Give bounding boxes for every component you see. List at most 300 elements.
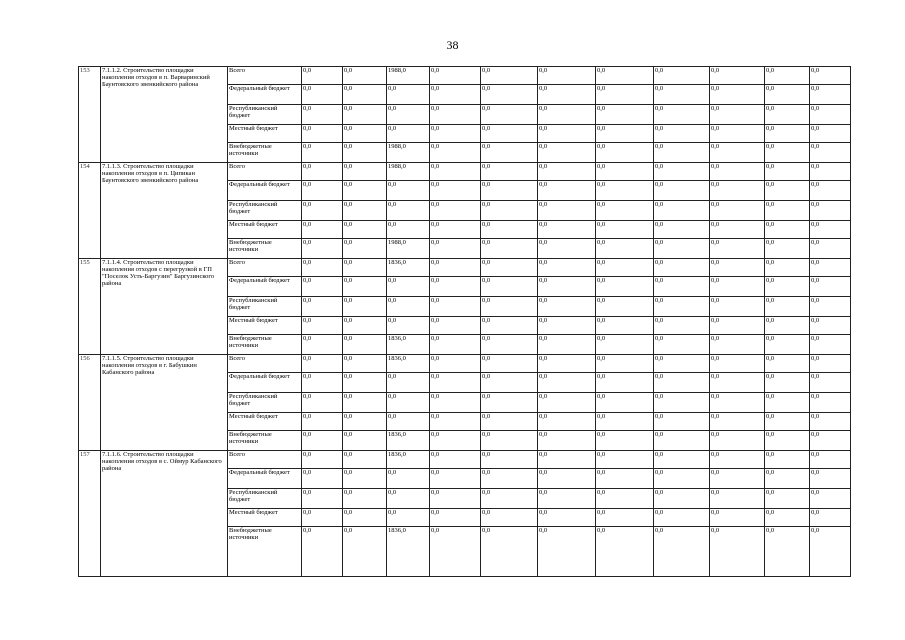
value-cell: 0,0 — [538, 277, 596, 297]
value-cell: 0,0 — [765, 317, 810, 335]
value-cell: 0,0 — [654, 85, 710, 105]
value-cell: 0,0 — [481, 143, 538, 163]
value-cell: 0,0 — [810, 105, 851, 125]
value-cell: 0,0 — [710, 181, 765, 201]
value-cell: 0,0 — [430, 431, 481, 451]
row-number: 153 — [79, 67, 101, 163]
value-cell: 0,0 — [387, 125, 430, 143]
value-cell: 0,0 — [343, 509, 387, 527]
value-cell: 0,0 — [430, 355, 481, 373]
value-cell: 0,0 — [430, 373, 481, 393]
value-cell: 0,0 — [481, 431, 538, 451]
table-row — [79, 355, 851, 373]
value-cell: 0,0 — [343, 413, 387, 431]
value-cell: 0,0 — [538, 527, 596, 577]
value-cell: 0,0 — [481, 413, 538, 431]
value-cell: 1988,0 — [387, 239, 430, 259]
value-cell: 0,0 — [538, 67, 596, 85]
value-cell: 0,0 — [596, 451, 654, 469]
value-cell: 1988,0 — [387, 163, 430, 181]
value-cell: 0,0 — [710, 277, 765, 297]
table-row — [79, 259, 851, 277]
value-cell: 0,0 — [343, 143, 387, 163]
page-number: 38 — [446, 38, 459, 52]
value-cell: 0,0 — [302, 125, 343, 143]
value-cell: 1836,0 — [387, 335, 430, 355]
funding-source: Федеральный бюджет — [228, 85, 302, 105]
value-cell: 0,0 — [596, 85, 654, 105]
value-cell: 0,0 — [710, 67, 765, 85]
funding-source: Внебюджетные источники — [228, 239, 302, 259]
value-cell: 0,0 — [765, 451, 810, 469]
value-cell: 0,0 — [481, 509, 538, 527]
value-cell: 0,0 — [387, 105, 430, 125]
value-cell: 0,0 — [387, 297, 430, 317]
value-cell: 0,0 — [710, 143, 765, 163]
value-cell: 0,0 — [481, 297, 538, 317]
value-cell: 0,0 — [710, 373, 765, 393]
value-cell: 0,0 — [302, 509, 343, 527]
measure-name: 7.1.1.4. Строительство площадки накопления отходов с перегрузкой в ГП "Поселок Усть-Баргузин" Баргузинского района — [101, 259, 228, 355]
value-cell: 0,0 — [654, 297, 710, 317]
value-cell: 0,0 — [538, 489, 596, 509]
value-cell: 0,0 — [481, 277, 538, 297]
value-cell: 0,0 — [596, 297, 654, 317]
value-cell: 0,0 — [430, 181, 481, 201]
value-cell: 0,0 — [810, 277, 851, 297]
value-cell: 0,0 — [596, 67, 654, 85]
value-cell: 0,0 — [302, 85, 343, 105]
value-cell: 0,0 — [302, 181, 343, 201]
value-cell: 0,0 — [810, 317, 851, 335]
funding-source: Федеральный бюджет — [228, 469, 302, 489]
value-cell: 0,0 — [430, 451, 481, 469]
value-cell: 0,0 — [810, 355, 851, 373]
value-cell: 0,0 — [765, 85, 810, 105]
value-cell: 0,0 — [765, 413, 810, 431]
value-cell: 0,0 — [481, 221, 538, 239]
value-cell: 0,0 — [654, 125, 710, 143]
value-cell: 0,0 — [302, 297, 343, 317]
value-cell: 0,0 — [654, 413, 710, 431]
value-cell: 0,0 — [387, 85, 430, 105]
value-cell: 0,0 — [343, 105, 387, 125]
budget-table-body — [79, 67, 851, 577]
value-cell: 0,0 — [654, 469, 710, 489]
funding-source: Местный бюджет — [228, 125, 302, 143]
value-cell: 0,0 — [810, 489, 851, 509]
value-cell: 0,0 — [430, 239, 481, 259]
value-cell: 0,0 — [481, 355, 538, 373]
value-cell: 0,0 — [302, 221, 343, 239]
value-cell: 0,0 — [481, 239, 538, 259]
value-cell: 1836,0 — [387, 451, 430, 469]
measure-name: 7.1.1.6. Строительство площадки накопления отходов в с. Оймур Кабанского района — [101, 451, 228, 577]
value-cell: 0,0 — [430, 221, 481, 239]
value-cell: 0,0 — [654, 277, 710, 297]
value-cell: 1988,0 — [387, 143, 430, 163]
value-cell: 0,0 — [596, 527, 654, 577]
value-cell: 0,0 — [538, 509, 596, 527]
value-cell: 0,0 — [343, 489, 387, 509]
value-cell: 0,0 — [710, 431, 765, 451]
value-cell: 0,0 — [810, 509, 851, 527]
value-cell: 0,0 — [538, 335, 596, 355]
value-cell: 0,0 — [765, 431, 810, 451]
value-cell: 0,0 — [765, 393, 810, 413]
row-number: 157 — [79, 451, 101, 577]
value-cell: 0,0 — [343, 469, 387, 489]
value-cell: 0,0 — [343, 259, 387, 277]
funding-source: Всего — [228, 259, 302, 277]
value-cell: 0,0 — [538, 259, 596, 277]
funding-source: Местный бюджет — [228, 221, 302, 239]
funding-source: Республиканский бюджет — [228, 105, 302, 125]
value-cell: 0,0 — [430, 317, 481, 335]
value-cell: 0,0 — [302, 143, 343, 163]
value-cell: 0,0 — [765, 143, 810, 163]
funding-source: Республиканский бюджет — [228, 297, 302, 317]
value-cell: 0,0 — [302, 67, 343, 85]
value-cell: 0,0 — [810, 125, 851, 143]
funding-source: Всего — [228, 355, 302, 373]
value-cell: 0,0 — [596, 355, 654, 373]
value-cell: 0,0 — [654, 373, 710, 393]
value-cell: 0,0 — [596, 259, 654, 277]
value-cell: 0,0 — [430, 163, 481, 181]
value-cell: 0,0 — [302, 105, 343, 125]
value-cell: 0,0 — [430, 335, 481, 355]
value-cell: 0,0 — [302, 469, 343, 489]
value-cell: 0,0 — [596, 413, 654, 431]
value-cell: 0,0 — [481, 105, 538, 125]
value-cell: 0,0 — [654, 105, 710, 125]
value-cell: 0,0 — [654, 355, 710, 373]
value-cell: 0,0 — [596, 431, 654, 451]
value-cell: 0,0 — [596, 277, 654, 297]
funding-source: Внебюджетные источники — [228, 527, 302, 577]
funding-source: Местный бюджет — [228, 509, 302, 527]
funding-source: Республиканский бюджет — [228, 489, 302, 509]
value-cell: 0,0 — [387, 221, 430, 239]
value-cell: 0,0 — [596, 317, 654, 335]
value-cell: 0,0 — [343, 527, 387, 577]
value-cell: 0,0 — [430, 67, 481, 85]
value-cell: 0,0 — [343, 125, 387, 143]
value-cell: 0,0 — [810, 259, 851, 277]
value-cell: 0,0 — [710, 125, 765, 143]
value-cell: 0,0 — [302, 335, 343, 355]
value-cell: 0,0 — [430, 143, 481, 163]
value-cell: 0,0 — [765, 297, 810, 317]
value-cell: 0,0 — [387, 469, 430, 489]
value-cell: 0,0 — [387, 393, 430, 413]
value-cell: 0,0 — [481, 335, 538, 355]
value-cell: 0,0 — [710, 355, 765, 373]
measure-name: 7.1.1.5. Строительство площадки накопления отходов в г. Бабушкин Кабанского района — [101, 355, 228, 451]
value-cell: 0,0 — [596, 239, 654, 259]
value-cell: 1988,0 — [387, 67, 430, 85]
value-cell: 0,0 — [654, 527, 710, 577]
value-cell: 0,0 — [654, 163, 710, 181]
value-cell: 0,0 — [302, 201, 343, 221]
funding-source: Всего — [228, 163, 302, 181]
value-cell: 0,0 — [654, 259, 710, 277]
value-cell: 0,0 — [430, 259, 481, 277]
value-cell: 0,0 — [654, 239, 710, 259]
value-cell: 0,0 — [481, 201, 538, 221]
value-cell: 0,0 — [596, 489, 654, 509]
value-cell: 0,0 — [481, 67, 538, 85]
value-cell: 0,0 — [654, 431, 710, 451]
value-cell: 0,0 — [387, 317, 430, 335]
value-cell: 0,0 — [765, 105, 810, 125]
value-cell: 0,0 — [596, 393, 654, 413]
value-cell: 0,0 — [538, 469, 596, 489]
value-cell: 0,0 — [302, 259, 343, 277]
value-cell: 0,0 — [481, 451, 538, 469]
value-cell: 0,0 — [481, 527, 538, 577]
value-cell: 0,0 — [810, 221, 851, 239]
value-cell: 0,0 — [654, 451, 710, 469]
value-cell: 0,0 — [810, 297, 851, 317]
value-cell: 0,0 — [810, 181, 851, 201]
value-cell: 0,0 — [343, 239, 387, 259]
value-cell: 0,0 — [302, 489, 343, 509]
value-cell: 0,0 — [538, 221, 596, 239]
value-cell: 0,0 — [765, 489, 810, 509]
value-cell: 0,0 — [710, 163, 765, 181]
value-cell: 0,0 — [710, 221, 765, 239]
value-cell: 0,0 — [343, 431, 387, 451]
value-cell: 0,0 — [481, 259, 538, 277]
value-cell: 0,0 — [538, 85, 596, 105]
value-cell: 0,0 — [430, 413, 481, 431]
value-cell: 0,0 — [538, 125, 596, 143]
value-cell: 0,0 — [343, 181, 387, 201]
funding-source: Местный бюджет — [228, 413, 302, 431]
value-cell: 0,0 — [765, 469, 810, 489]
budget-table — [78, 66, 851, 577]
value-cell: 0,0 — [810, 373, 851, 393]
value-cell: 0,0 — [481, 317, 538, 335]
table-row — [79, 163, 851, 181]
value-cell: 0,0 — [654, 509, 710, 527]
value-cell: 0,0 — [430, 125, 481, 143]
value-cell: 0,0 — [302, 163, 343, 181]
value-cell: 0,0 — [302, 413, 343, 431]
value-cell: 0,0 — [430, 277, 481, 297]
value-cell: 0,0 — [765, 239, 810, 259]
value-cell: 0,0 — [710, 297, 765, 317]
value-cell: 0,0 — [810, 201, 851, 221]
value-cell: 0,0 — [538, 163, 596, 181]
value-cell: 0,0 — [654, 221, 710, 239]
value-cell: 0,0 — [710, 469, 765, 489]
value-cell: 0,0 — [538, 451, 596, 469]
value-cell: 0,0 — [387, 201, 430, 221]
funding-source: Местный бюджет — [228, 317, 302, 335]
value-cell: 0,0 — [654, 393, 710, 413]
value-cell: 0,0 — [710, 451, 765, 469]
row-number: 155 — [79, 259, 101, 355]
value-cell: 0,0 — [654, 335, 710, 355]
value-cell: 0,0 — [765, 527, 810, 577]
value-cell: 0,0 — [343, 451, 387, 469]
row-number: 154 — [79, 163, 101, 259]
value-cell: 0,0 — [430, 509, 481, 527]
value-cell: 0,0 — [765, 355, 810, 373]
value-cell: 0,0 — [810, 469, 851, 489]
value-cell: 0,0 — [710, 259, 765, 277]
value-cell: 0,0 — [765, 221, 810, 239]
value-cell: 0,0 — [654, 67, 710, 85]
value-cell: 0,0 — [481, 163, 538, 181]
value-cell: 0,0 — [538, 105, 596, 125]
funding-source: Федеральный бюджет — [228, 277, 302, 297]
table-row — [79, 451, 851, 469]
value-cell: 0,0 — [430, 489, 481, 509]
value-cell: 0,0 — [538, 431, 596, 451]
value-cell: 0,0 — [343, 163, 387, 181]
value-cell: 0,0 — [387, 509, 430, 527]
value-cell: 0,0 — [596, 143, 654, 163]
value-cell: 0,0 — [765, 125, 810, 143]
value-cell: 0,0 — [596, 509, 654, 527]
value-cell: 0,0 — [596, 181, 654, 201]
value-cell: 0,0 — [538, 373, 596, 393]
value-cell: 0,0 — [765, 373, 810, 393]
value-cell: 0,0 — [302, 431, 343, 451]
value-cell: 0,0 — [810, 527, 851, 577]
measure-name: 7.1.1.3. Строительство площадки накопления отходов в п. Ципикан Баунтовского эвенкийского района — [101, 163, 228, 259]
value-cell: 0,0 — [810, 431, 851, 451]
value-cell: 0,0 — [538, 393, 596, 413]
value-cell: 0,0 — [710, 85, 765, 105]
value-cell: 0,0 — [810, 143, 851, 163]
value-cell: 0,0 — [538, 143, 596, 163]
row-number: 156 — [79, 355, 101, 451]
value-cell: 0,0 — [430, 393, 481, 413]
value-cell: 0,0 — [596, 163, 654, 181]
funding-source: Федеральный бюджет — [228, 181, 302, 201]
value-cell: 0,0 — [343, 373, 387, 393]
value-cell: 0,0 — [654, 317, 710, 335]
value-cell: 0,0 — [343, 393, 387, 413]
value-cell: 0,0 — [710, 317, 765, 335]
value-cell: 0,0 — [596, 469, 654, 489]
value-cell: 0,0 — [343, 201, 387, 221]
measure-name: 7.1.1.2. Строительство площадки накопления отходов в п. Варваринский Баунтовского эвенкийского района — [101, 67, 228, 163]
value-cell: 0,0 — [654, 181, 710, 201]
value-cell: 0,0 — [538, 201, 596, 221]
funding-source: Республиканский бюджет — [228, 393, 302, 413]
value-cell: 0,0 — [481, 125, 538, 143]
value-cell: 0,0 — [302, 451, 343, 469]
value-cell: 0,0 — [538, 413, 596, 431]
value-cell: 0,0 — [765, 67, 810, 85]
value-cell: 0,0 — [765, 509, 810, 527]
value-cell: 0,0 — [810, 163, 851, 181]
funding-source: Внебюджетные источники — [228, 431, 302, 451]
value-cell: 0,0 — [481, 85, 538, 105]
value-cell: 0,0 — [710, 413, 765, 431]
value-cell: 0,0 — [430, 85, 481, 105]
value-cell: 0,0 — [481, 181, 538, 201]
value-cell: 0,0 — [538, 181, 596, 201]
value-cell: 0,0 — [538, 355, 596, 373]
value-cell: 0,0 — [810, 393, 851, 413]
value-cell: 0,0 — [710, 527, 765, 577]
value-cell: 0,0 — [710, 105, 765, 125]
value-cell: 0,0 — [765, 201, 810, 221]
value-cell: 0,0 — [481, 469, 538, 489]
value-cell: 0,0 — [343, 317, 387, 335]
value-cell: 0,0 — [710, 393, 765, 413]
table-row — [79, 67, 851, 85]
value-cell: 0,0 — [596, 335, 654, 355]
value-cell: 0,0 — [710, 489, 765, 509]
value-cell: 0,0 — [765, 163, 810, 181]
value-cell: 0,0 — [302, 373, 343, 393]
value-cell: 0,0 — [387, 413, 430, 431]
value-cell: 1836,0 — [387, 355, 430, 373]
value-cell: 0,0 — [302, 527, 343, 577]
value-cell: 0,0 — [481, 489, 538, 509]
value-cell: 0,0 — [810, 335, 851, 355]
value-cell: 0,0 — [765, 181, 810, 201]
value-cell: 0,0 — [343, 297, 387, 317]
value-cell: 0,0 — [343, 335, 387, 355]
funding-source: Внебюджетные источники — [228, 143, 302, 163]
value-cell: 0,0 — [710, 335, 765, 355]
value-cell: 0,0 — [387, 277, 430, 297]
value-cell: 0,0 — [538, 239, 596, 259]
value-cell: 0,0 — [430, 527, 481, 577]
value-cell: 0,0 — [810, 67, 851, 85]
value-cell: 0,0 — [654, 489, 710, 509]
value-cell: 0,0 — [654, 201, 710, 221]
value-cell: 0,0 — [430, 201, 481, 221]
value-cell: 0,0 — [596, 221, 654, 239]
value-cell: 0,0 — [596, 201, 654, 221]
value-cell: 0,0 — [302, 277, 343, 297]
value-cell: 0,0 — [343, 221, 387, 239]
value-cell: 0,0 — [302, 393, 343, 413]
value-cell: 0,0 — [765, 277, 810, 297]
value-cell: 0,0 — [765, 259, 810, 277]
value-cell: 0,0 — [481, 373, 538, 393]
funding-source: Внебюджетные источники — [228, 335, 302, 355]
value-cell: 0,0 — [302, 355, 343, 373]
value-cell: 0,0 — [430, 297, 481, 317]
value-cell: 0,0 — [710, 201, 765, 221]
value-cell: 0,0 — [596, 125, 654, 143]
value-cell: 0,0 — [538, 297, 596, 317]
value-cell: 0,0 — [387, 181, 430, 201]
value-cell: 0,0 — [343, 277, 387, 297]
value-cell: 0,0 — [387, 489, 430, 509]
value-cell: 0,0 — [710, 509, 765, 527]
value-cell: 0,0 — [810, 239, 851, 259]
funding-source: Всего — [228, 451, 302, 469]
funding-source: Республиканский бюджет — [228, 201, 302, 221]
value-cell: 0,0 — [710, 239, 765, 259]
value-cell: 0,0 — [302, 239, 343, 259]
value-cell: 0,0 — [343, 355, 387, 373]
value-cell: 0,0 — [596, 105, 654, 125]
value-cell: 0,0 — [343, 85, 387, 105]
